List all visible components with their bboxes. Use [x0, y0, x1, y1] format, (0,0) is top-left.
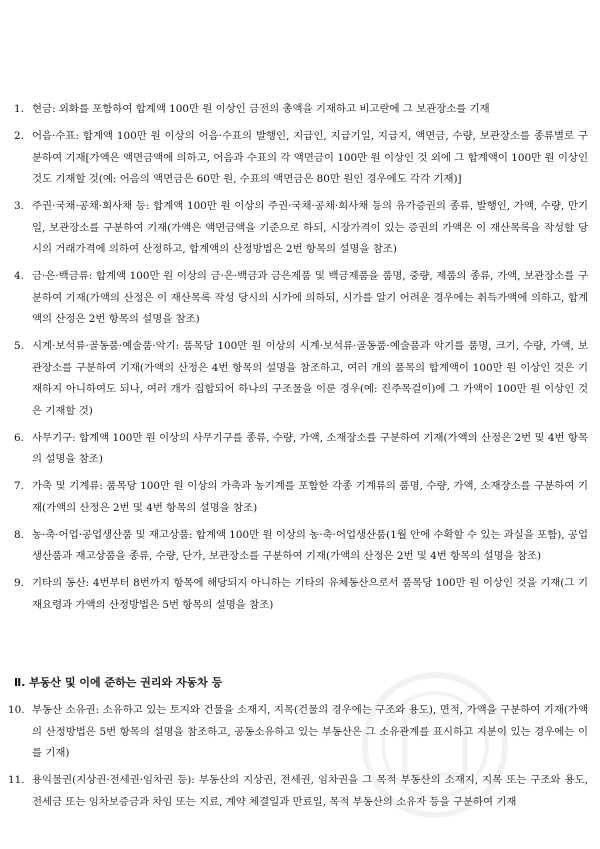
list-item — [14, 573, 588, 616]
list-item — [14, 196, 588, 261]
list-item — [8, 770, 588, 813]
item-number: 4. — [14, 270, 24, 282]
item-text: 부동산 소유권: 소유하고 있는 토지와 건물을 소재지, 지목(건물의 경우에는 구조와 용도), 면적, 가액을 구분하여 기재(가액의 산정방법은 5번 항목의 설명을 참조하고, 공동소유하고 있는 부동산은 그 소유관계를 표시하고 지분이 있는 경우에는 이를 기재) — [32, 704, 588, 759]
item-number: 3. — [14, 200, 24, 212]
item-list-section1 — [14, 99, 588, 622]
item-text: 기타의 동산: 4번부터 8번까지 항목에 해당되지 아니하는 기타의 유체동산으로서 품목당 100만 원 이상인 것을 기재(그 기재요령과 가액의 산정방법은 5번 항목의 설명을 참조) — [32, 577, 588, 611]
item-number: 9. — [14, 577, 24, 589]
item-number: 11. — [8, 774, 25, 786]
item-text: 가축 및 기계류: 품목당 100만 원 이상의 가축과 농기계를 포함한 각종 기계류의 품명, 수량, 가액, 소재장소를 구분하여 기재(가액의 산정은 2번 및 4번 항목의 설명을 참조) — [32, 480, 588, 514]
list-item — [14, 99, 588, 121]
item-text: 주권·국채·공채·회사채 등: 합계액 100만 원 이상의 주권·국채·공채·회사채 등의 유가증권의 종류, 발행인, 가액, 수량, 만기일, 보관장소를 구분하여 기재(가액은 액면금액을 기준으로 하되, 시장가격이 있는 증권의 가액은 이 재산목록을 작성할 당시의 거래가격에 의하여 산정하고, 합계액의 산정방법은 2번 항목의 설명을 참조) — [32, 200, 588, 255]
item-number: 5. — [14, 340, 24, 352]
item-number: 8. — [14, 528, 24, 541]
list-item — [14, 266, 588, 331]
item-text: 사무기구: 합계액 100만 원 이상의 사무기구를 종류, 수량, 가액, 소재장소를 구분하여 기재(가액의 산정은 2번 및 4번 항목의 설명을 참조) — [32, 431, 588, 465]
item-text: 용익물권(지상권·전세권·임차권 등): 부동산의 지상권, 전세권, 임차권을 그 목적 부동산의 소재지, 지목 또는 구조와 용도, 전세금 또는 임차보증금과 차임 또는 지료, 계약 체결일과 만료일, 목적 부동산의 소유자 등을 구분하여 기재 — [32, 774, 588, 808]
list-item — [8, 700, 588, 765]
item-text: 농·축·어업·공업생산품 및 재고상품: 합계액 100만 원 이상의 농·축·어업생산품(1월 안에 수확할 수 있는 과실을 포함), 공업생산품과 재고상품을 종류, 수량, 단가, 보관장소를 구분하여 기재(가액의 산정은 2번 및 4번 항목의 설명을 참조) — [32, 528, 588, 562]
section-heading: Ⅱ. 부동산 및 이에 준하는 권리와 자동차 등 — [14, 676, 223, 689]
item-text: 현금: 외화를 포함하여 합계액 100만 원 이상인 금전의 총액을 기재하고 비고란에 그 보관장소를 기재 — [32, 103, 490, 115]
item-text: 어음·수표: 합계액 100만 원 이상의 어음·수표의 발행인, 지급인, 지급기일, 지급지, 액면금, 수량, 보관장소를 종류별로 구분하여 기재[가액은 액면금액에 의하고, 어음과 수표의 각 액면금이 100만 원 이상인 것 외에 그 합계액이 100만 원 이상인 것도 기재할 것(예: 어음의 액면금은 60만 원, 수표의 액면금은 80만 원인 경우에도 각각 기재)] — [32, 130, 588, 185]
item-list-section2 — [8, 700, 588, 819]
item-text: 금·은·백금류: 합계액 100만 원 이상의 금·은·백금과 금은제품 및 백금제품을 품명, 중량, 제품의 종류, 가액, 보관장소를 구분하여 기재(가액의 산정은 이 재산목록 작성 당시의 시가에 의하되, 시가를 알기 어려운 경우에는 취득가액에 의하고, 합계액의 산정은 2번 항목의 설명을 참조) — [32, 270, 588, 325]
item-text: 시계·보석류·골동품·예술품·악기: 품목당 100만 원 이상의 시계·보석류·골동품·예술품과 악기를 품명, 크기, 수량, 가액, 보관장소를 구분하여 기재(가액의 산정은 4번 항목의 설명을 참조하고, 여러 개의 품목의 합계액이 100만 원 이상인 것은 기재하지 아니하여도 되나, 여러 개가 집합되어 하나의 구조물을 이룬 경우(예: 진주목걸이)에 그 가액이 100만 원 이상인 것은 기재할 것) — [32, 340, 588, 417]
item-number: 1. — [14, 103, 24, 115]
item-number: 2. — [14, 130, 24, 142]
item-number: 7. — [14, 480, 24, 492]
item-number: 6. — [14, 431, 24, 444]
list-item — [14, 126, 588, 191]
item-number: 10. — [8, 704, 25, 716]
list-item — [14, 476, 588, 519]
list-item — [14, 428, 588, 471]
list-item — [14, 336, 588, 422]
list-item — [14, 525, 588, 568]
